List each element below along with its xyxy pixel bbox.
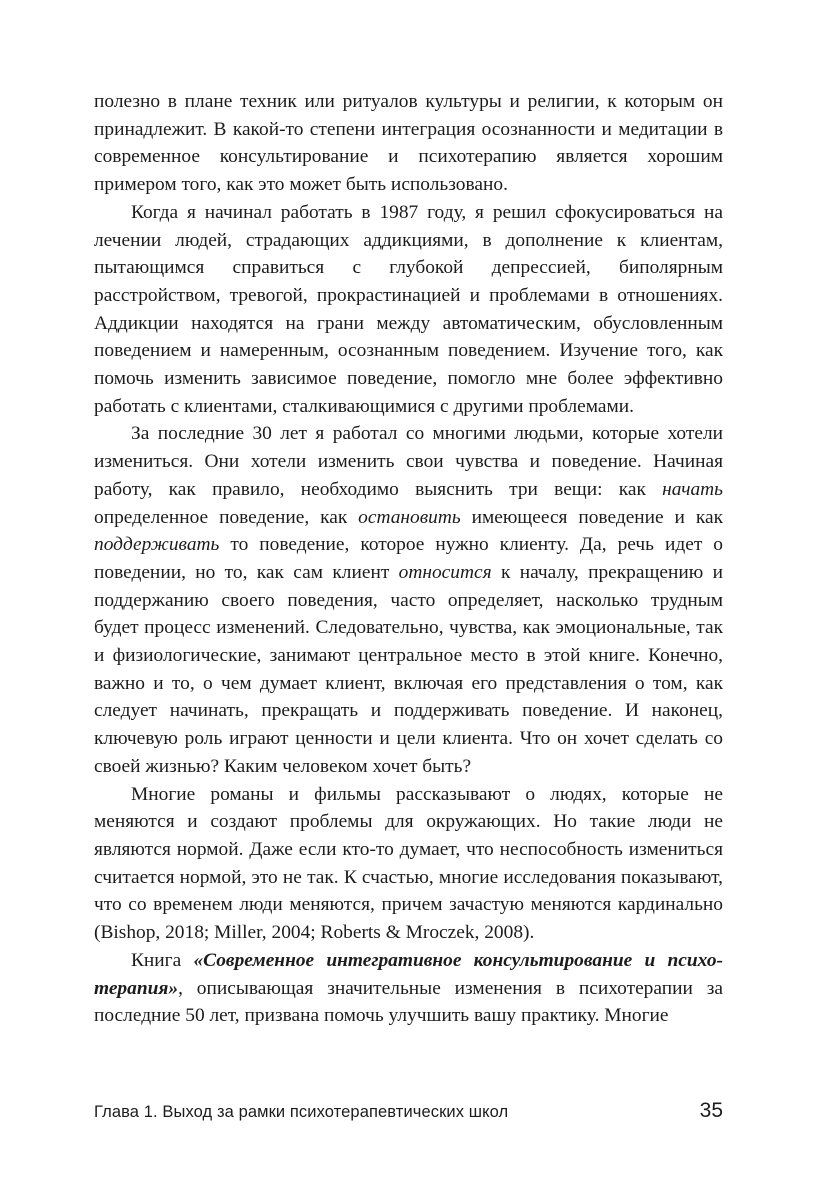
body-text — [94, 88, 723, 1030]
text-run: определенное поведение, как — [94, 506, 359, 528]
text-run: , описывающая значительные изменения в психотерапии за последние 50 лет, призвана помочь улучшить вашу практику. Многие — [94, 977, 723, 1027]
paragraph: Многие романы и фильмы рассказывают о людях, которые не меняются и создают проблемы для окружающих. Но такие люди не являются нормой. Даже если кто-то думает, что неспособность измениться считается нормой, это не так. К счастью, многие исследования показывают, что со временем люди меняются, причем зачастую меняются кардинально (Bishop, 2018; Miller, 2004; Roberts & Mroczek, 2008). — [94, 783, 723, 944]
paragraph: Когда я начинал работать в 1987 году, я решил сфокусироваться на лечении людей, страдающих аддикциями, в дополнение к клиентам, пытающимся справиться с глубокой депрессией, биполярным расстройством, тревогой, прокрастинацией и проблемами в отношениях. Аддикции находятся на грани между автоматическим, обусловленным поведением и намеренным, осознанным поведением. Изучение того, как помочь изменить зависимое поведение, помогло мне более эффективно работать с клиентами, сталкивающимися с другими проблемами. — [94, 201, 723, 417]
text-run: имеющееся поведение и как — [460, 506, 723, 528]
text-run: Книга — [131, 949, 194, 971]
running-footer-chapter: Глава 1. Выход за рамки психотерапевтических школ — [94, 1103, 509, 1121]
paragraph: полезно в плане техник или ритуалов культуры и религии, к которым он принадлежит. В какой-то степени интеграция осознанности и медитации в современное консультирование и психотерапию является хорошим примером того, как это может быть использовано. — [94, 91, 723, 196]
emphasis-start: начать — [662, 478, 723, 500]
page-footer — [94, 1099, 723, 1129]
text-run: то поведение, которое нужно клиенту. Да, речь идет о поведении, но то, как сам клиент — [94, 534, 723, 583]
text-run: За последние 30 лет я работал со многими людьми, которые хотели измениться. Они хотели изменить свои чувства и поведение. Начиная работу, как правило, необходимо выяснить три вещи: как — [94, 423, 723, 500]
emphasis-maintain: поддерживать — [94, 534, 220, 556]
emphasis-relates: относится — [398, 561, 492, 583]
paragraph — [94, 420, 723, 780]
emphasis-stop: остановить — [358, 506, 461, 528]
paragraph — [94, 947, 723, 1030]
page-number: 35 — [699, 1099, 723, 1122]
text-run: к началу, прекращению и поддержанию своего поведения, часто определяет, насколько трудным будет процесс изменений. Следовательно, чувства, как эмоциональные, так и физиологические, занимают центральное место в этой книге. Конечно, важно и то, о чем думает клиент, включая его представления о том, как следует начинать, прекращать и поддерживать поведение. И наконец, ключевую роль играют ценности и цели клиента. Что он хочет сделать со своей жизнью? Каким человеком хочет быть? — [94, 561, 723, 777]
book-title: «Современное интегративное консультирование и психотерапия» — [94, 949, 723, 999]
